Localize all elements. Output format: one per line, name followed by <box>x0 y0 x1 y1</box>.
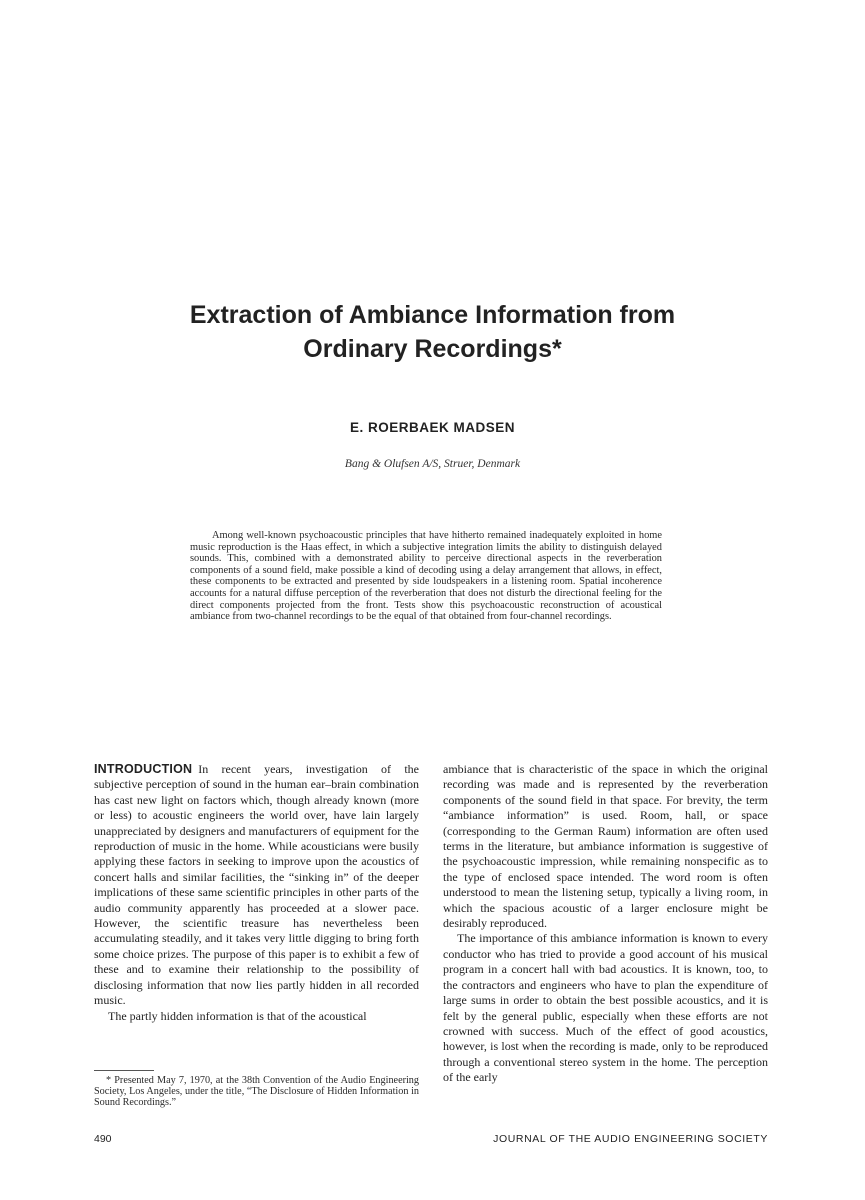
footnote-divider <box>94 1070 154 1071</box>
footnote: * Presented May 7, 1970, at the 38th Convention of the Audio Engineering Society, Los Angeles, under the title, “The Disclosure of Hidden Information in Sound Recordings.” <box>94 1075 419 1108</box>
running-footer-journal: JOURNAL OF THE AUDIO ENGINEERING SOCIETY <box>493 1133 768 1145</box>
page-number: 490 <box>94 1133 112 1145</box>
intro-paragraph-2: The partly hidden information is that of the acoustical <box>108 1008 367 1023</box>
right-column <box>443 762 768 1086</box>
author-name: E. ROERBAEK MADSEN <box>349 420 515 435</box>
left-column <box>94 762 419 1024</box>
section-heading-introduction: INTRODUCTION <box>94 762 193 776</box>
right-paragraph-1: ambiance that is characteristic of the space in which the original recording was made and is represented by the reverberation components of the sound field in that space. For brevity, the term “ambiance information” is used. Room, hall, or space (corresponding to the German Raum) information are often used terms in the literature, but ambiance information is suggestive of the psychoacoustic impression, while remaining nonspecific as to the type of enclosed space intended. The word room is often understood to mean the listening setup, typically a living room, in which the spacious acoustic of a larger enclosure might be desirably reproduced. <box>443 762 768 931</box>
intro-paragraph-1 <box>94 762 419 1009</box>
title-line-2: Ordinary Recordings* <box>303 335 562 363</box>
paper-title <box>100 298 765 366</box>
title-line-1: Extraction of Ambiance Information from <box>189 301 676 329</box>
right-paragraph-2: The importance of this ambiance information is known to every conductor who has tried to provide a good account of his musical program in a concert hall with bad acoustics. It is known, too, to the contractors and engineers who have to plan the expenditure of large sums in order to obtain the best possible acoustics, and it is felt by the general public, especially when these efforts are not crowned with success. Much of the effect of good acoustics, however, is lost when the recording is made, only to be reproduced through a conventional stereo system in the home. The perception of the early <box>443 931 768 1085</box>
abstract: Among well-known psychoacoustic principles that have hitherto remained inadequately exploited in home music reproduction is the Haas effect, in which a subjective integration limits the ability to distinguish delayed sounds. This, combined with a demonstrated ability to perceive directional aspects in the reverberation components of a sound field, make possible a kind of decoding using a delay arrangement that allows, in effect, these components to be extracted and presented by side loudspeakers in a listening room. Spatial incoherence accounts for a natural diffuse perception of the reverberation that does not disturb the directional feeling for the direct components projected from the front. Tests show this psychoacoustic reconstruction of acoustical ambiance from two-channel recordings to be the equal of that obtained from four-channel recordings. <box>190 530 662 623</box>
intro-paragraph-1-text: In recent years, investigation of the subjective perception of sound in the human ear–brain combination has cast new light on factors which, though already known (more or less) to acoustic engineers the world over, have lain largely unappreciated by designers and manufacturers of equipment for the reproduction of music in the home. While acousticians were busily applying these factors in seeking to improve upon the acoustics of concert halls and similar facilities, the “sinking in” of the deeper implications of these same scientific principles in other parts of the audio community apparently has proceeded at a slower pace. However, the scientific treasure has nevertheless been accumulating steadily, and it takes very little digging to bring forth some choice prizes. The purpose of this paper is to exhibit a few of these and to examine their relationship to the possibility of disclosing information that now lies partly hidden in all recorded music. <box>94 762 419 1008</box>
author-affiliation: Bang & Olufsen A/S, Struer, Denmark <box>344 458 521 470</box>
